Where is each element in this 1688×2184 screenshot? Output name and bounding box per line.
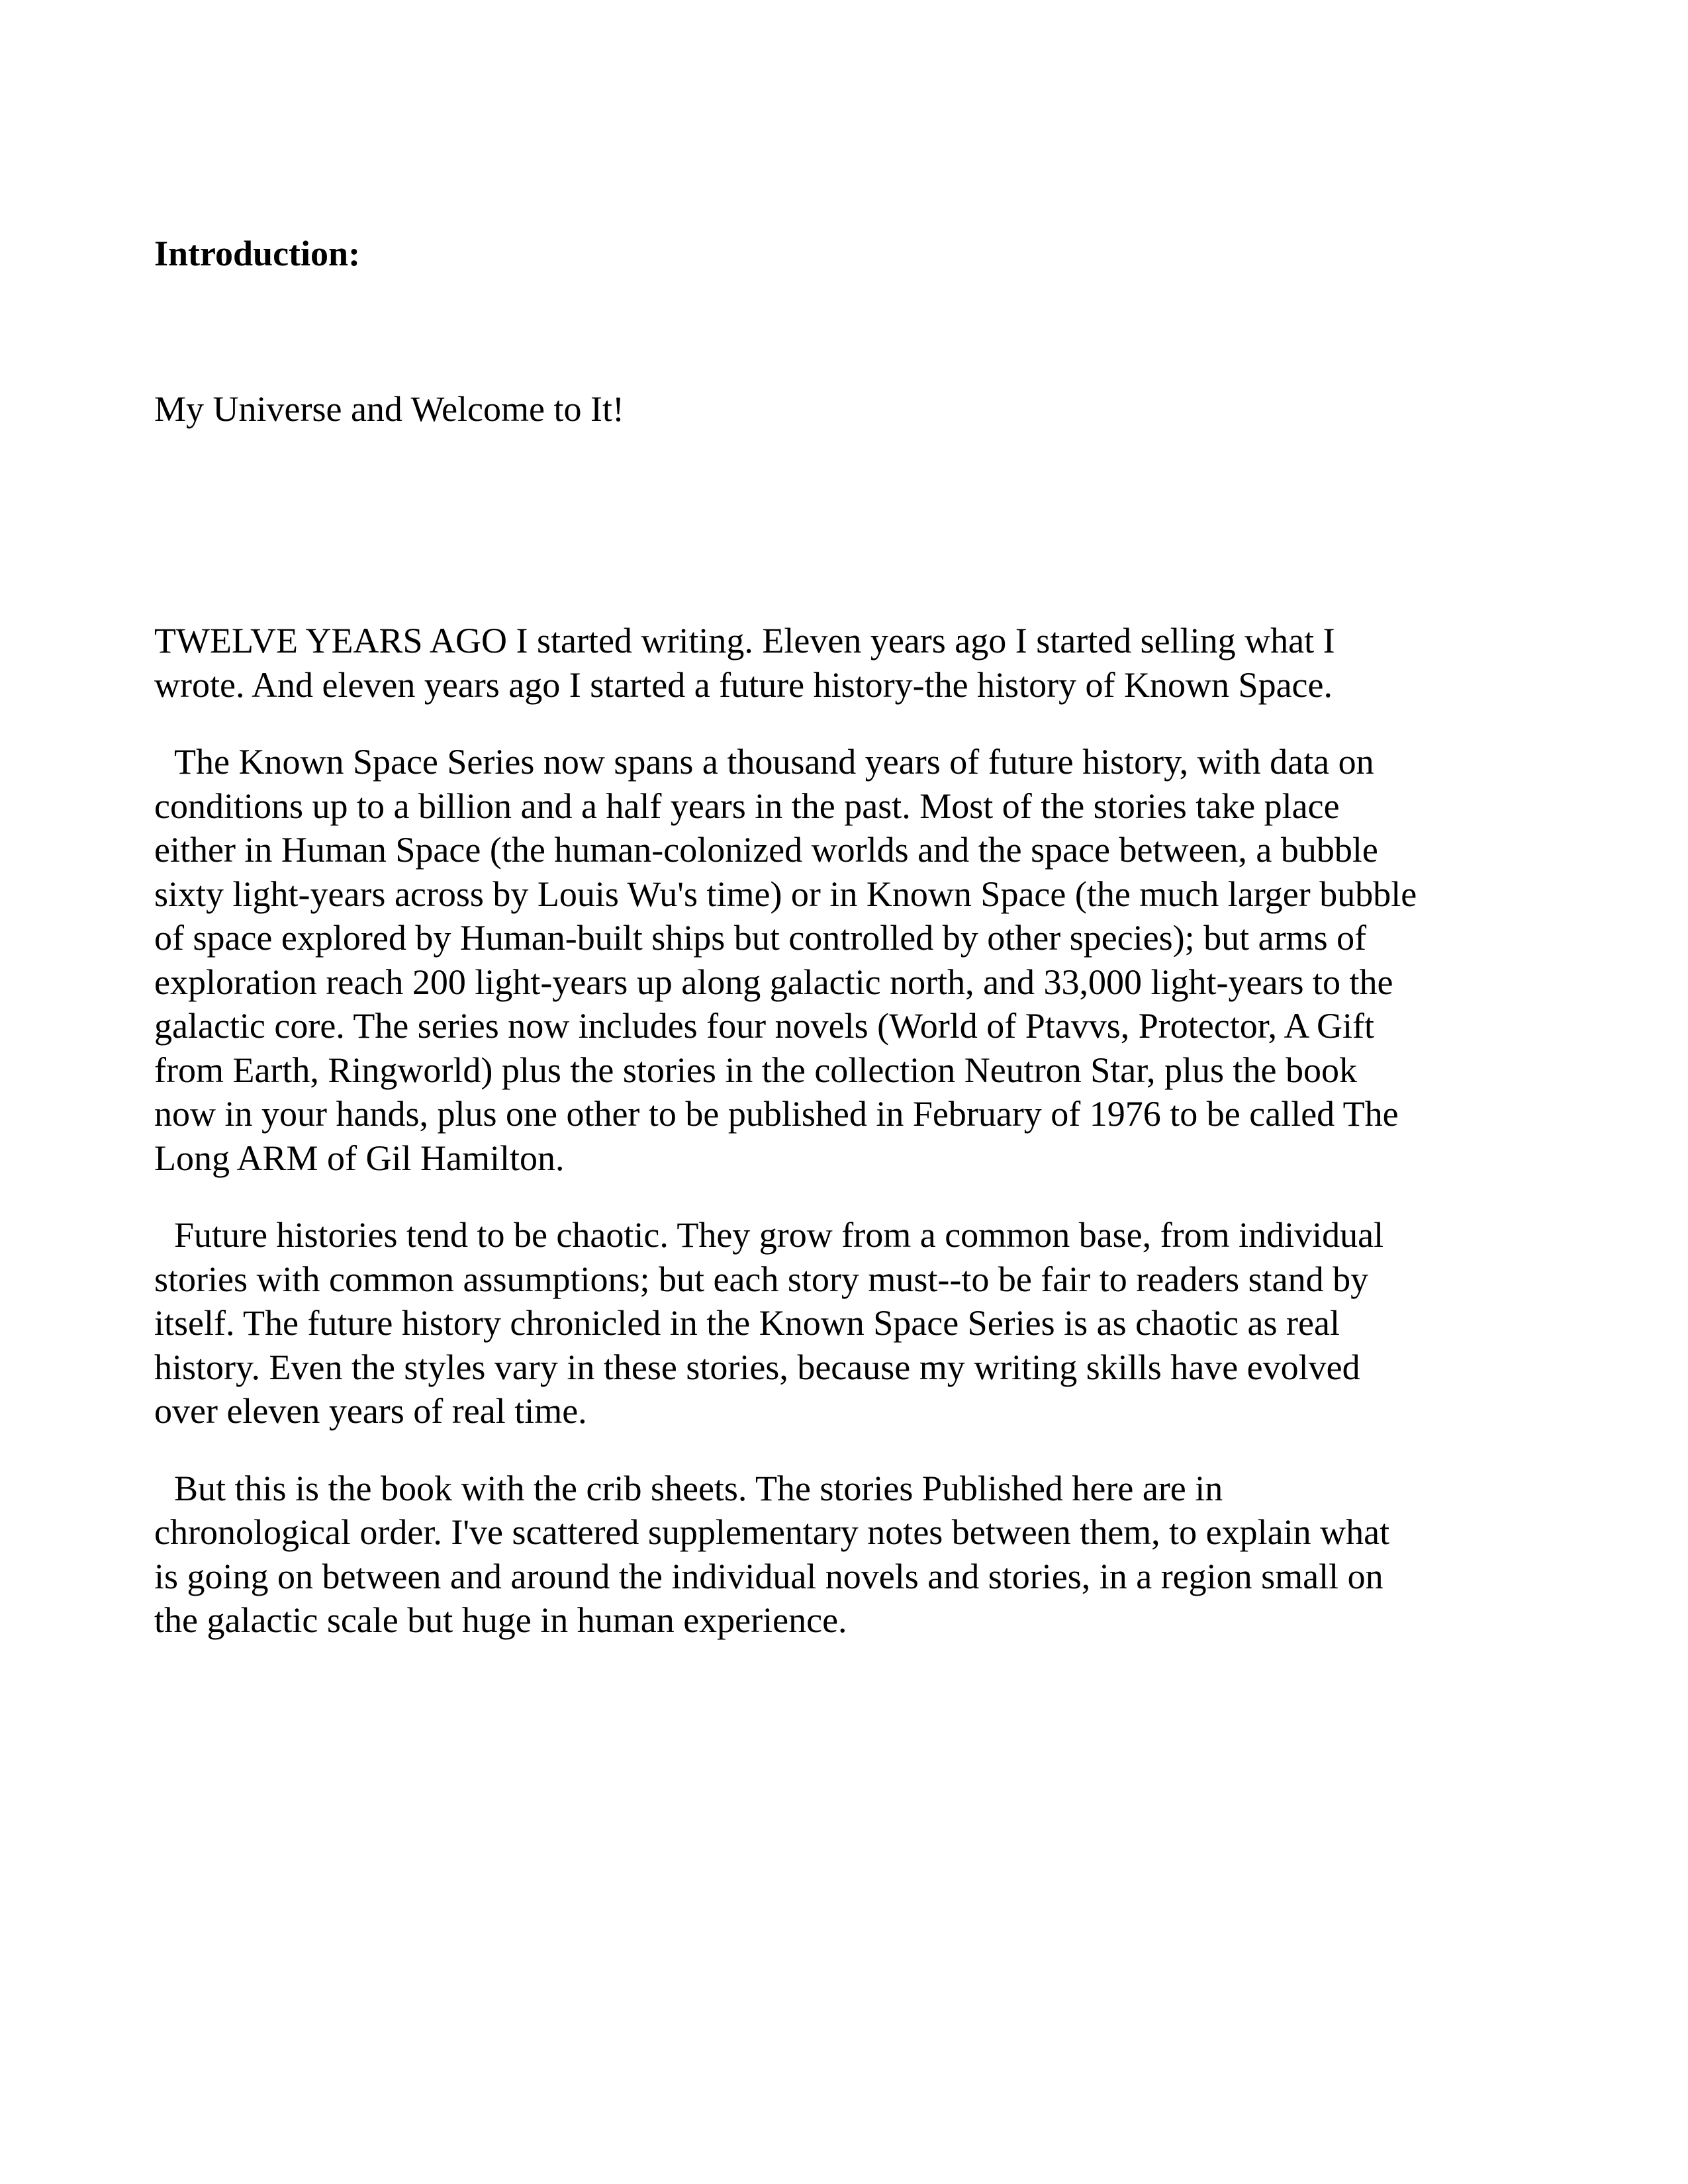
text-line: TWELVE YEARS AGO I started writing. Eleven years ago I started selling what I	[154, 621, 1335, 660]
section-heading: Introduction:	[154, 234, 361, 273]
text-line: itself. The future history chronicled in the Known Space Series is as chaotic as real	[154, 1303, 1340, 1343]
paragraph-1	[154, 619, 1531, 707]
text-line: Long ARM of Gil Hamilton.	[154, 1138, 565, 1178]
text-line: The Known Space Series now spans a thousand years of future history, with data on	[174, 742, 1374, 782]
paragraph-3	[154, 1213, 1531, 1433]
text-line: from Earth, Ringworld) plus the stories in the collection Neutron Star, plus the book	[154, 1050, 1358, 1090]
text-line: chronological order. I've scattered supplementary notes between them, to explain what	[154, 1512, 1390, 1552]
body-text	[154, 619, 1531, 1676]
chapter-title: My Universe and Welcome to It!	[154, 389, 624, 429]
text-line: history. Even the styles vary in these stories, because my writing skills have evolved	[154, 1347, 1360, 1387]
text-line: sixty light-years across by Louis Wu's time) or in Known Space (the much larger bubble	[154, 874, 1417, 914]
text-line: Future histories tend to be chaotic. They grow from a common base, from individual	[174, 1215, 1384, 1255]
text-line: of space explored by Human-built ships but controlled by other species); but arms of	[154, 918, 1367, 958]
text-line: wrote. And eleven years ago I started a future history-the history of Known Space.	[154, 664, 1333, 705]
text-line: now in your hands, plus one other to be published in February of 1976 to be called The	[154, 1094, 1399, 1134]
text-line: exploration reach 200 light-years up along galactic north, and 33,000 light-years to the	[154, 962, 1393, 1002]
text-line: is going on between and around the individual novels and stories, in a region small on	[154, 1556, 1383, 1596]
text-line: over eleven years of real time.	[154, 1391, 587, 1431]
text-line: conditions up to a billion and a half years in the past. Most of the stories take place	[154, 786, 1340, 826]
paragraph-2	[154, 740, 1531, 1180]
text-line: the galactic scale but huge in human experience.	[154, 1600, 847, 1640]
paragraph-4	[154, 1467, 1531, 1643]
text-line: galactic core. The series now includes four novels (World of Ptavvs, Protector, A Gift	[154, 1006, 1375, 1046]
text-line: But this is the book with the crib sheets. The stories Published here are in	[174, 1468, 1223, 1508]
text-line: stories with common assumptions; but each story must--to be fair to readers stand by	[154, 1259, 1369, 1299]
text-line: either in Human Space (the human-colonized worlds and the space between, a bubble	[154, 830, 1378, 870]
